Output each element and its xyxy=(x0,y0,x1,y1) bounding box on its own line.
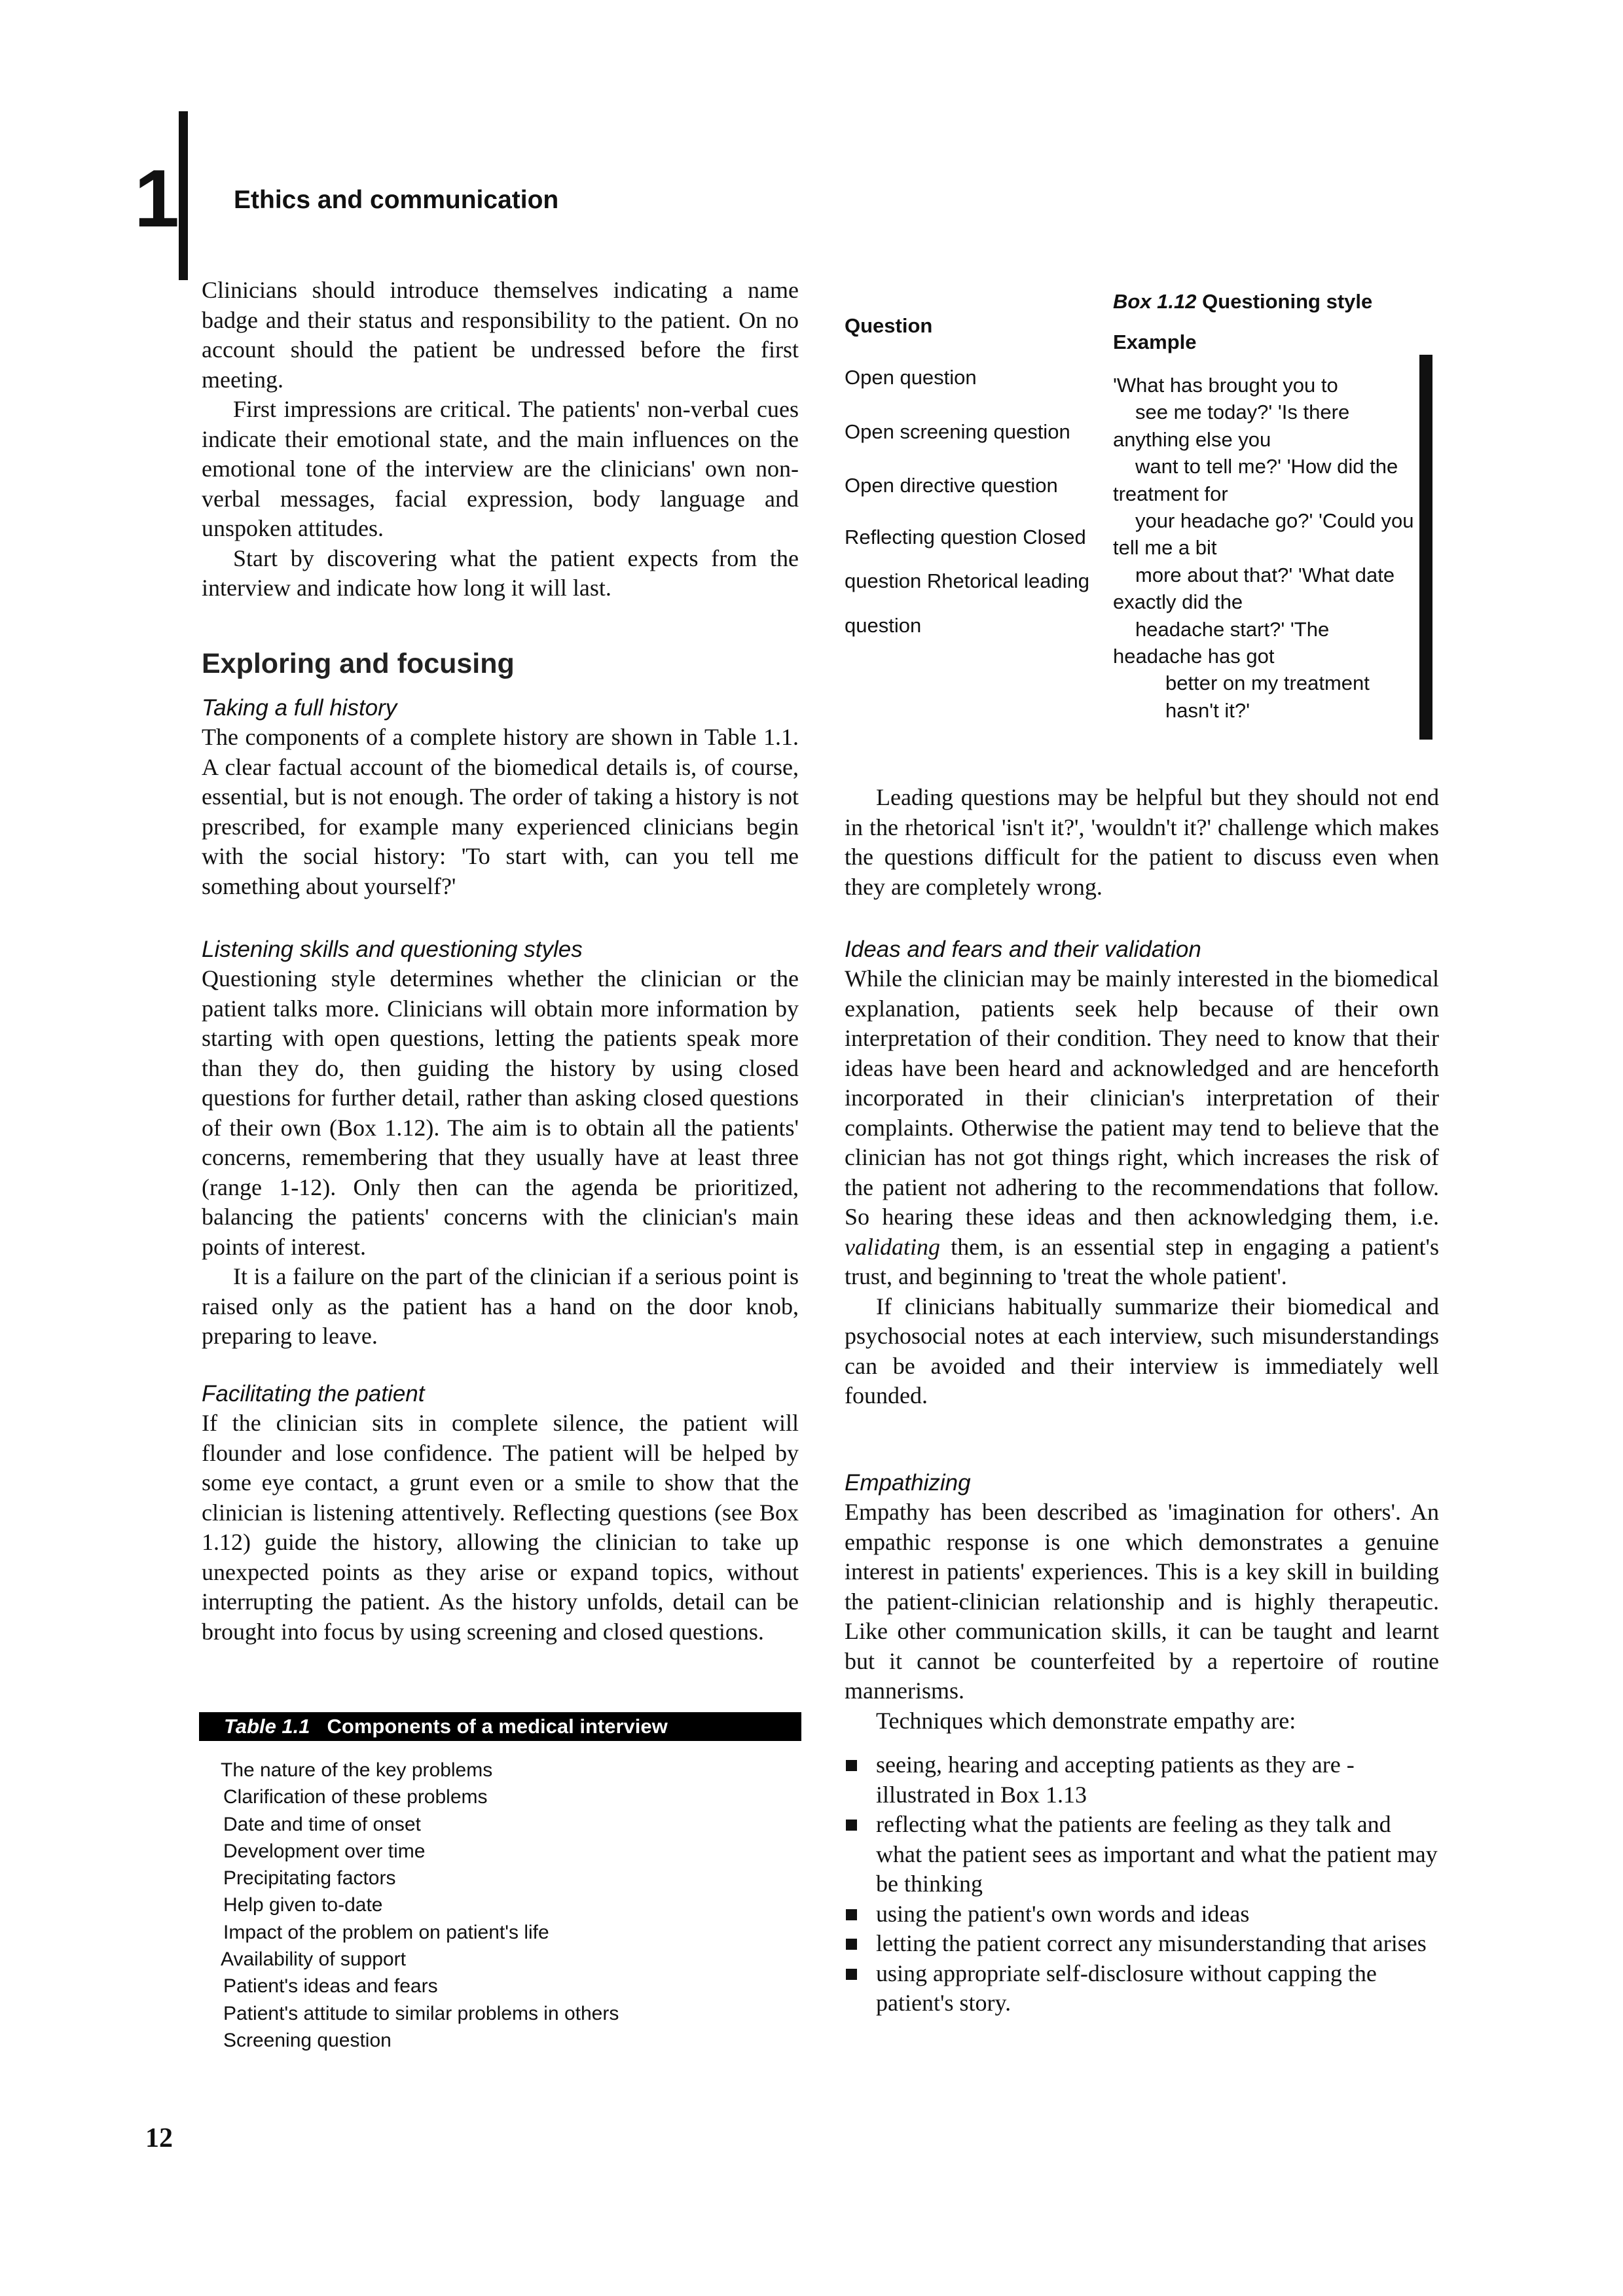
list-item: using appropriate self-disclosure without capping the patient's story. xyxy=(845,1959,1439,2018)
body-paragraph: Techniques which demonstrate empathy are: xyxy=(876,1707,1296,1734)
subheading: Facilitating the patient xyxy=(202,1381,425,1407)
table-row: Patient's ideas and fears xyxy=(223,1975,438,1998)
box-example-line: your headache go?' 'Could you xyxy=(1135,509,1414,533)
bullet-square-icon xyxy=(846,1909,857,1920)
subheading: Ideas and fears and their validation xyxy=(845,937,1201,962)
section-heading: Exploring and focusing xyxy=(202,648,515,679)
leading-questions-section xyxy=(845,783,1439,902)
box-question-line: Open screening question xyxy=(845,420,1070,443)
table-row: Development over time xyxy=(223,1840,426,1862)
box-example-list xyxy=(1113,372,1434,724)
ideas-section xyxy=(845,935,1439,1411)
listening-section xyxy=(202,935,799,1352)
box-column-header-question: Question xyxy=(845,314,933,337)
box-question-line: question xyxy=(845,613,922,637)
box-example-line: better on my treatment xyxy=(1165,672,1370,695)
box-example-line: hasn't it?' xyxy=(1165,698,1250,722)
empathy-techniques-list xyxy=(845,1750,1439,2018)
box-label: Box 1.12 xyxy=(1113,290,1197,313)
bullet-square-icon xyxy=(846,1969,857,1980)
intro-section xyxy=(202,276,799,603)
list-item: letting the patient correct any misunderstanding that arises xyxy=(845,1929,1439,1959)
table-row: Availability of support xyxy=(221,1948,406,1971)
table-list xyxy=(221,1757,619,2054)
table-row: Patient's attitude to similar problems in others xyxy=(223,2002,619,2024)
box-example-line: anything else you xyxy=(1113,427,1271,451)
body-paragraph: Questioning style determines whether the clinician or the patient talks more. Clinicians will obtain more information by starting with open questions, letting the patients speak more than they do, then guiding the history by using closed questions for further detail, rather than asking closed questions of their own (Box 1.12). The aim is to obtain all the patients' concerns, remembering that they usually have at least three (range 1-12). Only then can the agenda be prioritized, balancing the patients' concerns with the clinician's main points of interest. xyxy=(202,965,799,1260)
subheading: Listening skills and questioning styles xyxy=(202,937,583,962)
box-example-line: exactly did the xyxy=(1113,590,1243,614)
table-header xyxy=(199,1712,801,1741)
body-paragraph: While the clinician may be mainly interested in the biomedical explanation, patients seek help because of their own interpretation of their condition. They need to know that their ideas have been heard and acknowledged and are henceforth incorporated in their clinician's interpretation of their complaints. Otherwise the patient may tend to believe that the clinician has not got things right, which increases the risk of the patient not adhering to the recommendations that follow. So hearing these ideas and then acknowledging them, i.e. validating them, is an essential step in engaging a patient's trust, and beginning to 'treat the whole patient'. xyxy=(845,965,1439,1289)
bullet-square-icon xyxy=(846,1760,857,1771)
table-row: Date and time of onset xyxy=(223,1813,421,1835)
table-row: Screening question xyxy=(223,2029,392,2051)
box-question-line: question Rhetorical leading xyxy=(845,569,1089,592)
list-item: seeing, hearing and accepting patients as they are - illustrated in Box 1.13 xyxy=(845,1750,1439,1810)
table-row: The nature of the key problems xyxy=(221,1759,493,1781)
body-paragraph: Leading questions may be helpful but they should not end in the rhetorical 'isn't it?', 'wouldn't it?' challenge which makes the questions difficult for the patient to discuss even when they are completely wrong. xyxy=(845,784,1439,900)
box-example-line: want to tell me?' 'How did the xyxy=(1135,455,1398,478)
intro-paragraph: First impressions are critical. The patients' non-verbal cues indicate their emotional state, and the main influences on the emotional tone of the interview are the clinicians' own non-verbal messages, facial expression, body language and unspoken attitudes. xyxy=(202,396,799,541)
body-paragraph: If the clinician sits in complete silence, the patient will flounder and lose confidence. The patient will be helped by some eye contact, a grunt even or a smile to show that the clinician is listening attentively. Reflecting questions (see Box 1.12) guide the history, allowing the clinician to take up unexpected points as they arise or expand topics, without interrupting the patient. As the history unfolds, detail can be brought into focus by using screening and closed questions. xyxy=(202,1410,799,1645)
subheading: Empathizing xyxy=(845,1470,971,1496)
box-example-line: tell me a bit xyxy=(1113,536,1217,560)
body-paragraph: Empathy has been described as 'imagination for others'. An empathic response is one which demonstrates a genuine interest in patients' experiences. This is a key skill in building the patient-clinician relationship and is highly therapeutic. Like other communication skills, it can be taught and learnt but it cannot be counterfeited by a repertoire of routine mannerisms. xyxy=(845,1499,1439,1704)
intro-paragraph: Clinicians should introduce themselves indicating a name badge and their status and responsibility to the patient. On no account should the patient be undressed before the first meeting. xyxy=(202,277,799,393)
box-example-line: 'What has brought you to xyxy=(1113,374,1338,397)
table-title: Components of a medical interview xyxy=(327,1715,668,1738)
subheading: Taking a full history xyxy=(202,695,397,721)
box-example-line: more about that?' 'What date xyxy=(1135,563,1395,586)
table-row: Help given to-date xyxy=(223,1894,383,1916)
empathizing-section xyxy=(845,1469,1439,2018)
bullet-square-icon xyxy=(846,1939,857,1950)
box-example-line: headache has got xyxy=(1113,645,1275,668)
table-label: Table 1.1 xyxy=(224,1715,310,1738)
body-paragraph: If clinicians habitually summarize their biomedical and psychosocial notes at each interview, such misunderstandings can be avoided and their interview is immediately well founded. xyxy=(845,1293,1439,1408)
bullet-square-icon xyxy=(846,1820,857,1831)
box-example-line: headache start?' 'The xyxy=(1135,617,1330,641)
box-question-list xyxy=(845,364,1089,639)
box-title xyxy=(1113,290,1372,314)
box-question-line: Open directive question xyxy=(845,474,1058,497)
box-question-line: Open question xyxy=(845,366,977,389)
body-paragraph: It is a failure on the part of the clinician if a serious point is raised only as the patient has a hand on the door knob, preparing to leave. xyxy=(202,1263,799,1349)
body-paragraph: The components of a complete history are shown in Table 1.1. A clear factual account of the biomedical details is, of course, essential, but is not enough. The order of taking a history is not prescribed, for example many experienced clinicians begin with the social history: 'To start with, can you tell me something about yourself?' xyxy=(202,724,799,899)
page-number: 12 xyxy=(145,2123,173,2153)
box-question-line: Reflecting question Closed xyxy=(845,525,1086,548)
chapter-number: 1 xyxy=(134,154,177,244)
chapter-divider-bar xyxy=(179,111,188,280)
table-row: Precipitating factors xyxy=(223,1867,396,1890)
box-example-line: see me today?' 'Is there xyxy=(1135,401,1350,424)
box-column-header-example: Example xyxy=(1113,331,1197,353)
list-item: reflecting what the patients are feeling as they talk and what the patient sees as important and what the patient may be thinking xyxy=(845,1810,1439,1899)
facilitating-section xyxy=(202,1380,799,1647)
table-row: Clarification of these problems xyxy=(223,1786,488,1808)
box-title-text: Questioning style xyxy=(1202,290,1373,313)
full-history-section xyxy=(202,694,799,901)
list-item: using the patient's own words and ideas xyxy=(845,1899,1439,1929)
intro-paragraph: Start by discovering what the patient expects from the interview and indicate how long it will last. xyxy=(202,545,799,601)
chapter-title: Ethics and communication xyxy=(234,186,559,214)
box-side-bar xyxy=(1419,355,1432,740)
box-example-line: treatment for xyxy=(1113,482,1228,505)
table-row: Impact of the problem on patient's life xyxy=(223,1921,549,1943)
